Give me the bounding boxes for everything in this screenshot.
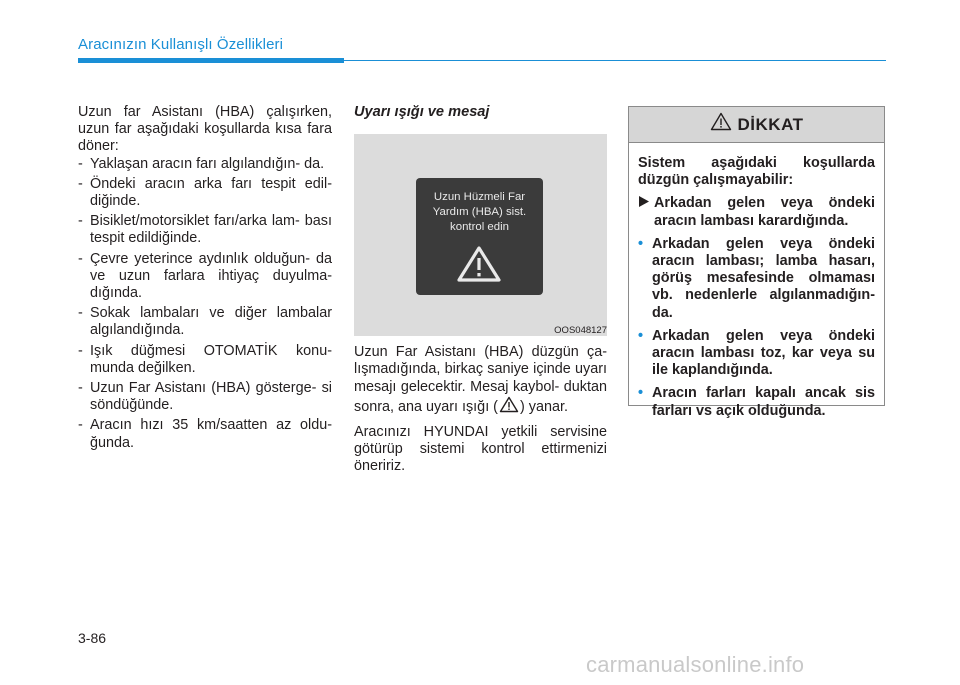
list-item: - Sokak lambaları ve diğer lambalar algılandığında.	[78, 305, 332, 339]
caution-arrow-item: Arkadan gelen veya öndeki aracın lambası karardığında.	[638, 195, 875, 229]
service-paragraph: Aracınızı HYUNDAI yetkili servisine götürüp sistemi kontrol ettirmenizi öneririz.	[354, 424, 607, 475]
list-item: - Uzun Far Asistanı (HBA) gösterge- si söndüğünde.	[78, 380, 332, 414]
list-item: - Yaklaşan aracın farı algılandığın- da.	[78, 155, 325, 172]
cluster-display	[416, 178, 543, 295]
caution-title: DİKKAT	[737, 114, 804, 134]
condition-list	[78, 156, 332, 452]
caution-bullet-item: • Aracın farları kapalı ancak sis farları vs açık olduğunda.	[638, 385, 875, 419]
page-number: 3-86	[78, 630, 107, 646]
header-rule	[78, 58, 344, 63]
caution-body	[629, 143, 884, 420]
warning-triangle-icon	[456, 245, 502, 288]
caution-bullet-item: • Arkadan gelen veya öndeki aracın lambası; lamba hasarı, görüş mesafesinde olmaması vb. nedenlerle algılanmadığın- da.	[638, 235, 875, 321]
left-column	[78, 104, 332, 455]
right-arrow-icon	[638, 195, 650, 213]
list-item: - Öndeki aracın arka farı tespit edil- diğinde.	[78, 175, 332, 210]
figure-caption: OOS048127	[554, 325, 607, 337]
caution-header	[629, 107, 884, 143]
left-intro: Uzun far Asistanı (HBA) çalışırken, uzun far aşağıdaki koşullarda kısa fara döner:	[78, 104, 332, 155]
warning-paragraph: Uzun Far Asistanı (HBA) düzgün ça- lışmadığında, birkaç saniye içinde uyarı mesajı gelecektir. Mesaj kaybol- duktan sonra, ana uyarı ışığı ( ) yanar.	[354, 344, 607, 418]
display-message	[416, 190, 543, 235]
caution-box	[628, 106, 885, 419]
display-line-3: kontrol edin	[450, 221, 509, 234]
header-rule-thin	[344, 60, 886, 61]
middle-column	[354, 104, 607, 476]
list-item: - Aracın hızı 35 km/saatten az oldu- ğunda.	[78, 417, 332, 451]
list-item: - Bisiklet/motorsiklet farı/arka lam- bası tespit edildiğinde.	[78, 213, 332, 247]
warning-section-heading: Uyarı ışığı ve mesaj	[354, 104, 490, 120]
list-item: - Çevre yeterince aydınlık olduğun- da ve uzun farlara ihtiyaç duyulma- dığında.	[78, 250, 332, 302]
section-title: Aracınızın Kullanışlı Özellikleri	[78, 36, 284, 53]
list-item: - Işık düğmesi OTOMATİK konu- munda değilken.	[78, 342, 332, 376]
caution-list	[638, 195, 875, 419]
warning-triangle-icon	[499, 396, 519, 418]
warning-message-figure	[354, 134, 607, 336]
display-line-2: Yardım (HBA) sist.	[432, 206, 527, 219]
display-line-1: Uzun Hüzmeli Far	[433, 191, 526, 204]
warning-triangle-icon	[710, 112, 732, 136]
caution-intro: Sistem aşağıdaki koşullarda düzgün çalışmayabilir:	[638, 155, 875, 189]
watermark: carmanualsonline.info	[586, 652, 805, 677]
caution-bullet-item: • Arkadan gelen veya öndeki aracın lambası toz, kar veya su ile kaplandığında.	[638, 327, 875, 379]
